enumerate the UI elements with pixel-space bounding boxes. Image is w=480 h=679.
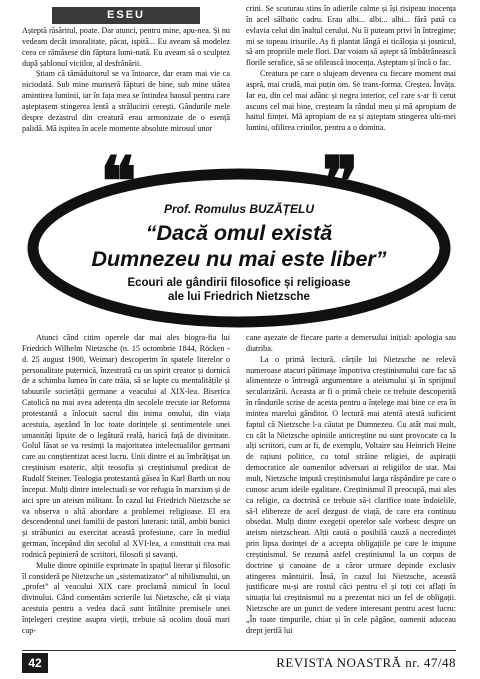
page-number: 42 <box>22 653 48 673</box>
paragraph: Multe dintre opiniile exprimate în spațiul literar și filosofic îl consideră pe Nietzsche un „sistematizator” al nihilismului, un „profet” al veacului XIX care proclamă nimicul în locul divinului. Când comentăm scrierile lui Nietzsche, cât și viața acestuia pentru a vedea dacă sunt întâlnite premisele unei înțelegeri creștine asupra vieții, trebuie să ocolim două mari cap- <box>22 560 230 635</box>
article-title <box>22 220 456 272</box>
author-name: Prof. Romulus BUZĂȚELU <box>164 202 314 216</box>
column-bottom-left <box>22 333 230 649</box>
article-subtitle <box>22 276 456 304</box>
open-quote-icon: ❝ <box>100 142 137 222</box>
subtitle-line: Ecouri ale gândirii filosofice și religioase <box>127 277 351 289</box>
paragraph: cane așezate de fiecare parte a demersului inițial: apologia sau diatriba. <box>246 333 456 353</box>
close-quote-icon: ❞ <box>322 142 359 222</box>
title-line: “Dacă omul există <box>145 221 333 245</box>
paragraph: Așteptă răsăritul, poate. Dar atunci, pentru mine, apu-nea. Și nu vedeam decât imoralitate, păcat, ispită... Eu aveam să modelez ceea ce rămăsese din făptura lumi-nată. Eu aveam să o sculptez după șablonul viciilor, al desfrânării. <box>22 26 230 68</box>
column-top-right <box>246 4 456 144</box>
paragraph: crini. Se scuturau stins în adierile calme și își risipeau inocența în acel sălbatic cadru. Erau albi... albi... albi... fără pată ca evlavia celui din înaltul cerului. Nu îi puteam privi în întregime; mi se topeau irisurile. Aș fi plantat lângă ei ticăloșia și josnicul, să am propriile mele flori. Dar voiam să aștept să îmbătrânească florile serafice, să se ofilească inocența. Așteptam și încă o fac. <box>246 4 456 68</box>
column-top-left <box>22 26 230 149</box>
subtitle-line: ale lui Friedrich Nietzsche <box>168 291 310 303</box>
section-tag: ESEU <box>52 7 200 24</box>
paragraph: Atunci când citim operele dar mai ales biogra-fia lui Friedrich Wilhelm Nietzsche (n. 15 octombrie 1844, Röcken - d. 25 august 1900, Weimar) descoperim în spatele literelor o personalitate puternică, înzestrată cu un spirit creator și dornică de a schimba lumea în care trăia, să se lupte cu mentalitățile și tabuurile societății germane a veacului al XIX-lea. Biserica Catolică nu mai avea aderența din secolele trecute iar Reforma protestantă a înlocuit sacrul din inima omului, din viața acestuia, așezând în loc toate dorințele și sentimentele unei umanități lipsite de o legătură reală, harică față de divinitate. Golul lăsat se va resimți la majoritatea intelectualilor germani care au conștientizat acest lucru. Unii dintre ei au îmbrățișat un creștinism esoteric, alții teosofia și creștinismul predicat de Rudolf Steiner. Teologia protestantă găsea în Karl Barth un nou început. Mulți dintre intelectuali se vor refugia în marxism și de aici spre un ateism militant. În cazul lui Friedrich Nietzsche se va observa o altă abordare a problemei religioase. El era descendentul unei familii de pastori luterani: tatăl, ambii bunici și străbunici au exercitat această profesiune, care în mediul german, începând din secolul al XVI-lea, a constituit cea mai rodnică pepinieră de scriitori, filosofi și savanți. <box>22 333 230 559</box>
title-line: Dumnezeu nu mai este liber” <box>91 247 387 271</box>
paragraph: Știam că tămăduitorul se va întoarce, dar eram mai vie ca niciodată. Sub mine muriseră făpturi de bine, sub mine stătea amintirea luminii, iar în fața mea se întindea haosul pentru care așteptasem stingerea lentă a strălucirii cerești. Gândurile mele despre dezastrul din creatură erau armonizate de o esență palidă. Mă ispitea în acele momente absolute mirosul unor <box>22 69 230 133</box>
paragraph: La o primă lectură, cărțile lui Nietzsche ne relevă numeroase atacuri pătimașe împotriva creștinismului care fac să alimenteze o întreagă argumentare a ateismului și în sprijinul secularizării. Aceasta ar fi o primă cheie ce trebuie descoperită în rândurile scrise de acesta pentru a înțelege mai bine ce era în mintea marelui gânditor. O lectură mai atentă atestă suficient faptul că Nietzsche l-a căutat pe Dumnezeu. Cu atât mai mult, cu cât la Nietzsche opiniile anticreștine nu sunt provocate ca la alți scriitori, cum ar fi, de exemplu, Voltaire sau Heinrich Heine de rațiuni politice, cu totul străine religiei, de aspirații democratice ale oamenilor adversari ai religiilor de stat. Mai mult, Nietzsche impută creștinismului larga răspândire pe care o cunosc acum ideile egalitare. Creștinismul îl preocupă, mai ales ca religie, ca doctrină ce trebuie să-i clarifice toate îndoielile, să-l elibereze de acel dezgust de viață, de care era continuu obsedat. Mulți dintre exegeții operelor sale vorbesc despre un ateism nietzschean. Alții caută o posibilă cauză a necredinței prin lipsa dorinței de a accepta obligațiile pe care le impune creștinismul. Se rezumă astfel creștinismul la un corpus de doctrine și canoane de a căror urmare depinde exclusiv atingerea mântuirii. Însă, în cazul lui Nietzsche, această justificare nu-și are rostul căci pentru el și toți cei aflați în situația lui creștinismul nu a prezentat nici un fel de obligații. Nietzsche are un punct de vedere interesant pentru acest lucru: „În toate timpurile, chiar și în cele păgâne, oamenii aduceau drept jertfă lui <box>246 354 456 635</box>
column-bottom-right <box>246 333 456 649</box>
paragraph: Creatura pe care o slujeam devenea cu fiecare moment mai aspră, mai crudă, mai puțin om. Se trans-forma. Creștea. Învăța. Iar eu, din cel mai adânc și negru interior, cel care s-ar fi cerut ascuns cel mai bine, creșteam la rândul meu și mă apropiam de haitul ființei. Mă apropiam de ea și așteptam stingerea ulti-mei lumini, ofilirea crinilor, pentru a o domina. <box>246 69 456 133</box>
magazine-name: REVISTA NOASTRĂ nr. 47/48 <box>276 655 456 670</box>
article-title-banner <box>22 142 456 330</box>
footer-divider <box>22 650 456 651</box>
